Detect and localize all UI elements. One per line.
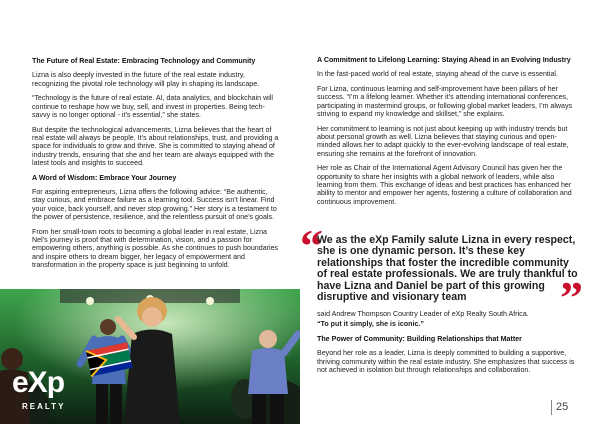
- page-number-divider: [551, 400, 552, 415]
- left-column: [32, 57, 282, 276]
- paragraph: For Lizna, continuous learning and self-improvement have been pillars of her success. “I’m a lifelong learner. Whether it’s attending international conferences, participating in mastermind groups, or following global market leaders, I’m always striving to expand my knowledge and skillset,” she explains.: [317, 85, 573, 118]
- quote-attribution-highlight: “To put it simply, she is iconic.”: [317, 320, 424, 329]
- quote-attribution: said Andrew Thompson Country Leader of eXp Realty South Africa.: [317, 310, 529, 318]
- paragraph: Beyond her role as a leader, Lizna is deeply committed to building a supportive, thriving community within the real estate industry. She emphasizes that success is not achieved in isolation but through relationships and collaboration.: [317, 349, 575, 374]
- section-heading-wisdom: A Word of Wisdom: Embrace Your Journey: [32, 173, 177, 182]
- paragraph: Her commitment to learning is not just about keeping up with industry trends but about personal growth as well. Lizna believes that staying curious and open-minded allows her to adapt quickly to the ever-evolving landscape of real estate, ensuring she remains at the forefront of innovation.: [317, 124, 569, 158]
- paragraph: “Technology is the future of real estate. AI, data analytics, and blockchain will continue to reshape how we buy, sell, and invest in properties. Being tech-savvy is no longer optional - it’s essential,” she states.: [32, 94, 273, 119]
- open-quote-mark-icon: “: [300, 220, 323, 271]
- paragraph: From her small-town roots to becoming a global leader in real estate, Lizna Nel’s journey is proof that with determination, vision, and a passion for empowering others, anything is possible. As she continues to push boundaries and inspire others to dream bigger, her legacy of empowerment and transformation in the property space is just beginning to unfold.: [32, 227, 279, 269]
- right-column-bottom: [317, 310, 575, 381]
- exp-realty-label: REALTY: [22, 402, 66, 411]
- right-column-top: [317, 56, 575, 212]
- event-photo: [0, 289, 300, 424]
- exp-logo-icon: eXp: [12, 366, 65, 399]
- section-heading-learning: A Commitment to Lifelong Learning: Staying Ahead in an Evolving Industry: [317, 56, 571, 64]
- section-heading-community: The Power of Community: Building Relationships that Matter: [317, 335, 522, 344]
- paragraph: For aspiring entrepreneurs, Lizna offers the following advice: “Be authentic, stay curious, and embrace failure as a learning tool. Success isn’t linear. Find your voice, back yourself, and never stop growing.” Her story is a testament to the power of persistence, resilience, and the relentless pursuit of one’s goals.: [32, 188, 277, 221]
- close-quote-mark-icon: ”: [560, 272, 583, 323]
- pull-quote-text: We as the eXp Family salute Lizna in every respect, she is one dynamic person. It’s these key relationships that foster the incredible community of real estate professionals. We are truly thankful to have Lizna and Daniel be part of this growing disruptive and visionary team: [317, 234, 578, 304]
- section-heading-future: The Future of Real Estate: Embracing Technology and Community: [32, 57, 256, 65]
- paragraph: In the fast-paced world of real estate, staying ahead of the curve is essential.: [317, 70, 558, 79]
- paragraph: But despite the technological advancements, Lizna believes that the heart of real estate will always be people. It’s about relationships, trust, and providing a space for individuals to grow and thrive. She is committed to staying ahead of industry trends, ensuring that she and her team are always equipped with the latest tools and insights to succeed.: [32, 125, 279, 167]
- paragraph: Lizna is also deeply invested in the future of the real estate industry, recognizing the pivotal role technology will play in shaping its landscape.: [32, 71, 260, 88]
- paragraph: Her role as Chair of the International Agent Advisory Council has given her the opportunity to share her insights with a global network of leaders, while also learning from them. This exchange of ideas and best practices has enhanced her ability to mentor and empower her agents, fostering a culture of collaboration and continuous improvement.: [317, 164, 572, 206]
- page-number: 25: [556, 401, 569, 413]
